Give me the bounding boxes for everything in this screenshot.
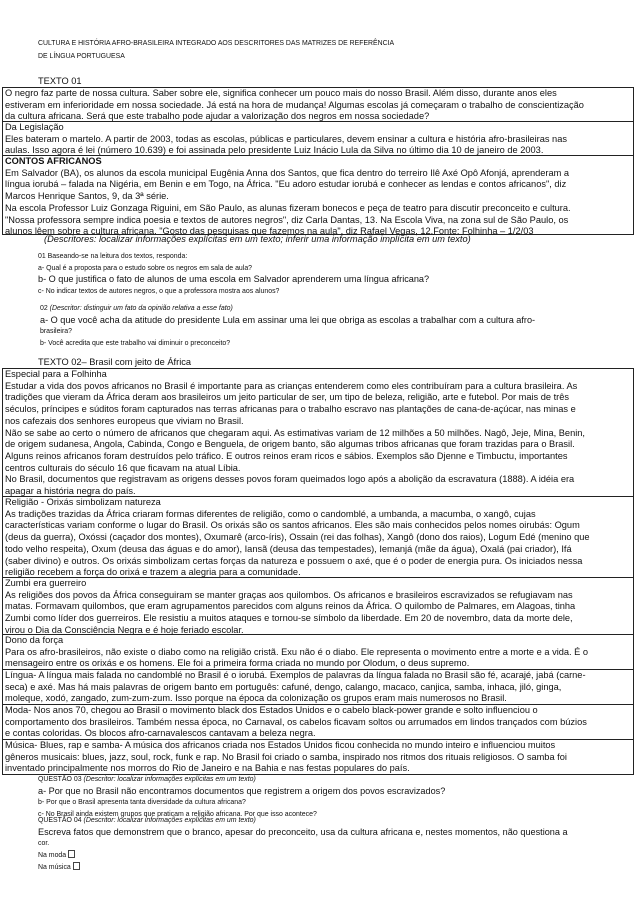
- section-heading: CONTOS AFRICANOS: [5, 156, 102, 166]
- question-line: a- Por que no Brasil não encontramos documentos que registrem a origem dos povos escravizados?: [38, 785, 446, 796]
- text-line: Alguns reinos africanos foram destruídos pelo tráfico. E outros reinos eram ricos e sábios. Exemplos são Djenne e Timbuctu, importantes: [5, 450, 568, 461]
- title-line: CULTURA E HISTÓRIA AFRO-BRASILEIRA INTEGRADO AOS DESCRITORES DAS MATRIZES DE REFERÊNCIA: [38, 40, 395, 47]
- descritor-note: (Descritor: distinguir um fato da opinião relativa a esse fato): [49, 305, 233, 312]
- text-line: Em Salvador (BA), os alunos da escola municipal Eugênia Anna dos Santos, que fica dentro do terreiro Ilê Axé Opô Afonjá, aprenderam a: [5, 167, 570, 178]
- question-line: a- Qual é a proposta para o estudo sobre os negros em sala de aula?: [38, 264, 253, 272]
- document-title: [38, 37, 618, 63]
- moda-box: [2, 704, 634, 740]
- texto-02-label: TEXTO 02– Brasil com jeito de África: [38, 357, 192, 367]
- text-line: Eles bateram o martelo. A partir de 2003, todas as escolas, públicas e particulares, devem ensinar a cultura e história afro-brasileiras nas: [5, 133, 567, 144]
- question-number: QUESTÃO 03: [38, 776, 82, 783]
- question-02: [40, 303, 535, 350]
- text-line: séculos, príncipes e súditos foram capturados nas terras africanas para o trabalho escravo nas plantações de cana-de-açúcar, nas minas e: [5, 404, 576, 415]
- folhinha-box: [2, 368, 634, 497]
- text-line: Moda- Nos anos 70, chegou ao Brasil o movimento black dos Estados Unidos e o cabelo black-power grande e solto influenciou o: [5, 705, 538, 715]
- text-line: seca) e axé. Mas há mais palavras de origem banto em português: cafuné, dengo, calango, macaco, canjica, samba, inhaca, jiló, ginga,: [5, 681, 562, 692]
- question-01: [38, 251, 429, 298]
- descritores-note: (Descritores: localizar informações explícitas em um texto; inferir uma informação implícita em um texto): [44, 234, 471, 244]
- lingua-box: [2, 669, 634, 705]
- question-line: b- Você acredita que este trabalho vai diminuir o preconceito?: [40, 340, 231, 348]
- section-heading: Religião - Orixás simbolizam natureza: [5, 497, 161, 507]
- dono-da-forca-box: [2, 634, 634, 670]
- text-line: gêneros musicais: blues, jazz, soul, rock, funk e rap. No Brasil foi criado o samba, inspirado nos ritmos dos rituais religiosos. O samba foi: [5, 751, 567, 762]
- text-line: Não se sabe ao certo o número de africanos que chegaram aqui. As estimativas variam de 12 milhões a 50 milhões. Nagô, Jeje, Mina, Benin,: [5, 427, 585, 438]
- text-line: aulas. Isso agora é lei (número 10.639) e foi assinada pelo presidente Luiz Inácio Lula da Silva no último dia 10 de janeiro de 2003.: [5, 145, 544, 156]
- answer-item-moda: [38, 850, 568, 862]
- text-line: (saber divino) e outros. Os orixás simbolizam certas forças da natureza e possuem o axé, que é o poder de energia pura. Os iniciados nessa: [5, 555, 583, 566]
- text-line: todo velho respeita), Oxum (deusa das águas e do amor), Iansã (deusa das tempestades), Iemanjá (mãe da água), Oxalá (pai criador), Ifá: [5, 543, 572, 554]
- question-line: c- No indicar textos de autores negros, o que a professora mostra aos alunos?: [38, 288, 280, 296]
- text-line: As religiões dos povos da África conseguiram se manter graças aos quilombos. Os africanos e brasileiros escravizados se refugiavam nas: [5, 589, 573, 600]
- question-line: b- Por que o Brasil apresenta tanta diversidade da cultura africana?: [38, 799, 246, 807]
- text-line: de origem sudanesa, Angola, Cabinda, Congo e Benguela, de origem banto, são algumas tribos africanas que foram trazidas para o Brasil.: [5, 439, 575, 450]
- answer-label: Na música: [38, 863, 71, 871]
- text-line: alunos lêem sobre a cultura africana. "Gosto das pesquisas que fazemos na aula", diz Rafael Vegas, 12.Fonte: Folhinha – 1/2/03: [5, 226, 534, 237]
- section-heading: Especial para a Folhinha: [5, 369, 107, 379]
- section-heading: Zumbi era guerreiro: [5, 578, 87, 588]
- answer-label: Na moda: [38, 852, 67, 860]
- question-heading: [38, 774, 445, 786]
- contos-africanos-box: [2, 155, 634, 235]
- text-line: Língua- A língua mais falada no candomblé no Brasil é o iorubá. Exemplos de palavras da língua falada no Brasil são fé, acarajé, jabá (carne-: [5, 670, 586, 680]
- question-number: 02: [40, 305, 48, 312]
- title-line: DE LÍNGUA PORTUGUESA: [38, 53, 125, 60]
- question-line: brasileira?: [40, 328, 73, 336]
- text-line: virou o Dia da Consciência Negra e é hoje feriado escolar.: [5, 624, 244, 635]
- answer-item-musica: [38, 862, 568, 874]
- question-line: b- O que justifica o fato de alunos de uma escola em Salvador aprenderem uma língua africana?: [38, 274, 430, 285]
- question-heading: [38, 815, 568, 827]
- text-line: matas. Formavam quilombos, que eram agrupamentos parecidos com alguns reinos da África. O quilombo de Palmares, em Alagoas, tinha: [5, 601, 576, 612]
- text-line: O negro faz parte de nossa cultura. Saber sobre ele, significa conhecer um pouco mais do nosso Brasil. Além disso, durante anos eles: [5, 88, 557, 98]
- text-line: da cultura africana. Será que este trabalho pode ajudar a valorização dos negros em nossa sociedade?: [5, 111, 430, 122]
- text-line: religião recebem a força do orixá e trazem a alegria para a comunidade.: [5, 567, 301, 578]
- text-line: comportamento dos brasileiros. Também nessa época, no Carnaval, os cabelos ficavam soltos ou arrumados em lindos trançados com búzios: [5, 716, 587, 727]
- question-04: [38, 815, 568, 874]
- text-line: No Brasil, documentos que registravam as origens desses povos foram queimados logo após a abolição da escravatura (1888). A idéia era: [5, 474, 575, 485]
- text-line: Na escola Professor Luiz Gonzaga Riguini, em São Paulo, as alunas fizeram bonecos e peça de teatro para discutir preconceito e cultura.: [5, 202, 571, 213]
- text-line: Zumbi como líder dos guerreiros. Ele resistiu a muitos ataques e tornou-se símbolo da liberdade. Em 20 de novembro, data da morte dele,: [5, 613, 573, 624]
- question-line: Escreva fatos que demonstrem que o branco, apesar do preconceito, usa da cultura africana e, nestes momentos, não questiona a: [38, 826, 568, 837]
- text-line: As tradições trazidas da África criaram formas diferentes de religião, como o candomblé, a umbanda, a macumba, o xangô, cujas: [5, 508, 536, 519]
- question-line: 01 Baseando-se na leitura dos textos, responda:: [38, 253, 188, 260]
- text-line: centros culturais do século 16 que ficavam na atual Líbia.: [5, 462, 241, 473]
- text-line: características variam conforme o lugar do Brasil. Os orixás são os santos africanos. Eles são mais conhecidos pelos nomes oirubás: Ogum: [5, 520, 580, 531]
- text-line: Música- Blues, rap e samba- A música dos africanos criada nos Estados Unidos ficou conhecida no mundo inteiro e influenciou muitos: [5, 740, 556, 750]
- text-line: língua iorubá – falada na Nigéria, em Benin e em Togo, na África. "Eu adoro estudar iorubá e conhecer as lendas e contos africanos", diz: [5, 179, 567, 190]
- text-line: tradições que vieram da África deram aos brasileiros um jeito particular de ser, um tipo de beleza, religião, arte e futebol. Por mais de três: [5, 392, 570, 403]
- section-heading: Da Legislação: [5, 122, 64, 132]
- checkbox-icon[interactable]: [73, 862, 80, 870]
- text-line: estiveram em inferioridade em nossa sociedade. Já está na hora de mudança! Algumas escolas já começaram o trabalho de conscientização: [5, 99, 584, 110]
- question-line: c- No Brasil ainda existem grupos que praticam a religião africana. Por que isso acontece?: [38, 811, 317, 819]
- text-line: apagar a história negra do país.: [5, 486, 136, 497]
- text-line: Estudar a vida dos povos africanos no Brasil é importante para as crianças entenderem como eles contribuíram para a cultura brasileira. As: [5, 380, 578, 391]
- text-line: "Nossa professora sempre indica poesia e textos de autores negros", diz Carla Dantas, 13. Na Escola Viva, na zona sul de São Paulo, os: [5, 214, 569, 225]
- text-line: (deus da guerra), Oxóssi (caçador dos montes), Oxumarê (arco-íris), Ossain (rei das folhas), Xangô (dono dos raios), Logum Edé (menino que: [5, 532, 590, 543]
- question-heading: [40, 303, 535, 315]
- question-line: a- O que você acha da atitude do presidente Lula em assinar uma lei que obriga as escolas a trabalhar com a cultura afro-: [40, 314, 536, 325]
- question-number: QUESTÃO 04: [38, 817, 82, 824]
- text-line: Para os afro-brasileiros, não existe o diabo como na religião cristã. Exu não é o diabo. Ele representa o movimento entre a morte e a vida. É o: [5, 646, 589, 657]
- musica-box: [2, 739, 634, 775]
- question-03: [38, 774, 445, 821]
- text-line: moleque, xodó, zangado, zum-zum-zum. Isso porque na época da colonização os grupos eram mais numerosos no Brasil.: [5, 693, 507, 704]
- checkbox-icon[interactable]: [68, 850, 75, 858]
- religiao-box: [2, 496, 634, 578]
- text-line: e contas coloridas. Os blocos afro-carnavalescos cantavam a beleza negra.: [5, 728, 316, 739]
- descritor-note: (Descritor: localizar informações explícitas em um texto): [83, 817, 256, 824]
- section-heading: Dono da força: [5, 635, 64, 645]
- descritor-note: (Descritor: localizar informações explícitas em um texto): [83, 776, 256, 783]
- texto-01-intro-box: [2, 87, 634, 122]
- text-line: nos cafezais dos senhores europeus que viviam no Brasil.: [5, 415, 244, 426]
- text-line: Marcos Henrique Santos, 9, da 3ª série.: [5, 191, 169, 202]
- texto-01-label: TEXTO 01: [38, 76, 82, 86]
- legislacao-box: [2, 121, 634, 156]
- zumbi-box: [2, 577, 634, 635]
- text-line: mensageiro entre os orixás e os homens. Ele foi a primeira forma criada no mundo por Olodum, o deus supremo.: [5, 658, 470, 669]
- question-line: cor.: [38, 840, 50, 848]
- text-line: inventado principalmente nos morros do Rio de Janeiro e na Bahia e nas festas populares do país.: [5, 763, 410, 774]
